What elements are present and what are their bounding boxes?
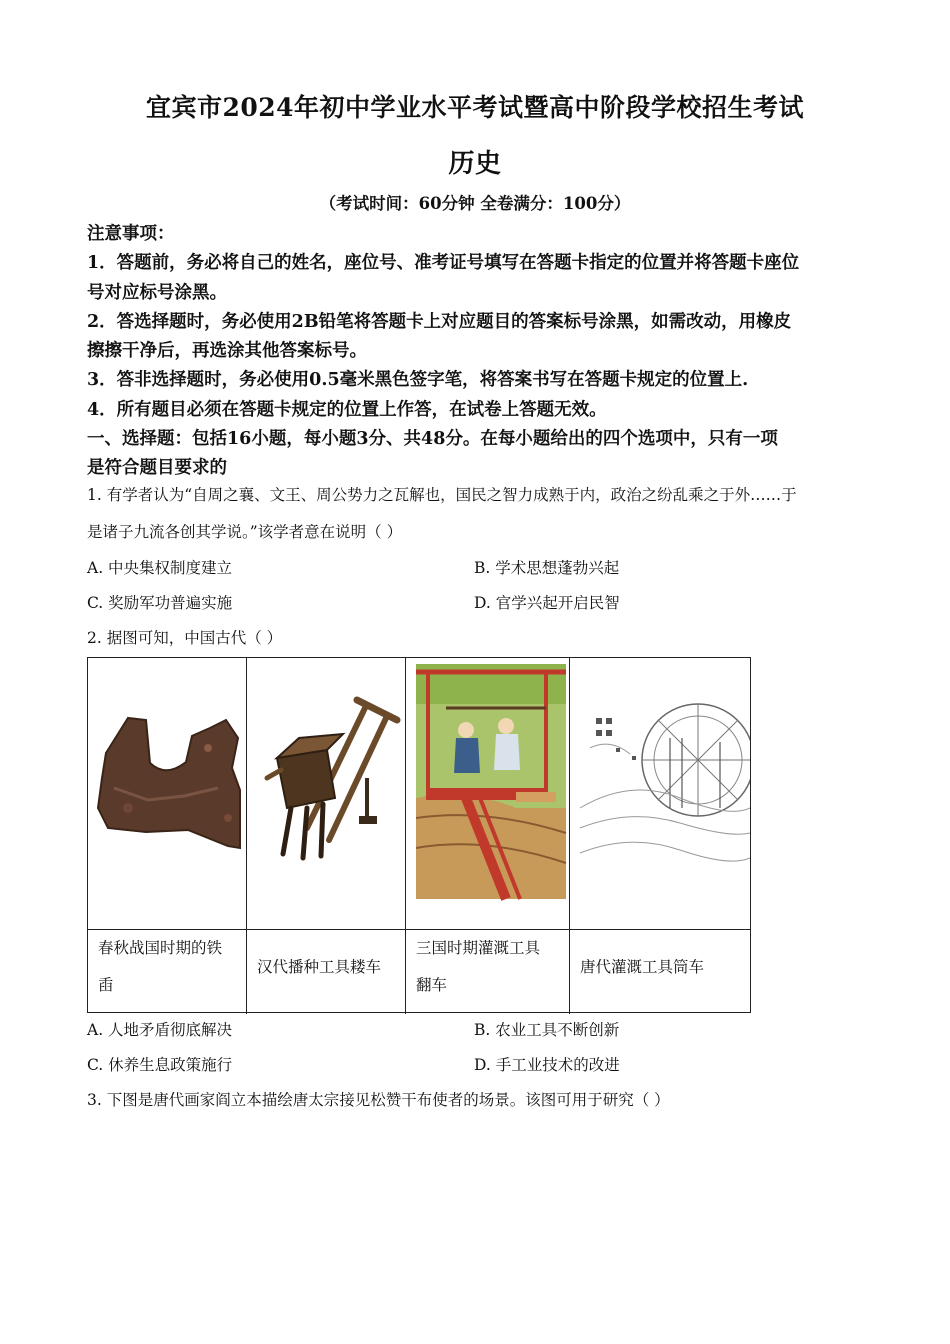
q2-option-b: B. 农业工具不断创新 bbox=[474, 1021, 620, 1039]
q2-option-d: D. 手工业技术的改进 bbox=[474, 1056, 620, 1074]
subject-title: 历史 bbox=[448, 149, 502, 179]
caption-seed-drill bbox=[247, 949, 405, 986]
q3-stem: 3. 下图是唐代画家阎立本描绘唐太宗接见松赞干布使者的场景。该图可用于研究（ ） bbox=[87, 1091, 670, 1109]
note-2-line-2: 擦擦干净后，再选涂其他答案标号。 bbox=[87, 341, 367, 361]
note-1-line-1: 1．答题前，务必将自己的姓名，座位号、准考证号填写在答题卡指定的位置并将答题卡座位 bbox=[87, 253, 800, 273]
caption-line: 翻车 bbox=[416, 976, 448, 994]
chain-pump-image bbox=[406, 658, 569, 929]
exam-info: （考试时间：60分钟 全卷满分：100分） bbox=[319, 194, 631, 213]
caption-line: 汉代播种工具耧车 bbox=[257, 958, 382, 976]
note-2-line-1: 2．答选择题时，务必使用2B铅笔将答题卡上对应题目的答案标号涂黑，如需改动，用橡皮 bbox=[87, 312, 792, 332]
caption-chain-pump bbox=[406, 930, 569, 1004]
caption-line: 臿 bbox=[98, 976, 114, 994]
iron-spade-image bbox=[88, 658, 246, 929]
q2-option-c: C. 休养生息政策施行 bbox=[87, 1056, 233, 1074]
caption-iron-spade bbox=[88, 930, 246, 1004]
tube-wheel-image bbox=[570, 658, 750, 929]
caption-tube-wheel bbox=[570, 949, 750, 986]
section-1-line-2: 是符合题目要求的 bbox=[87, 458, 227, 478]
note-1-line-2: 号对应标号涂黑。 bbox=[87, 283, 227, 303]
notes-heading: 注意事项： bbox=[87, 224, 175, 244]
exam-title: 宜宾市2024年初中学业水平考试暨高中阶段学校招生考试 bbox=[145, 93, 805, 122]
note-3: 3．答非选择题时，务必使用0.5毫米黑色签字笔，将答案书写在答题卡规定的位置上. bbox=[87, 370, 749, 390]
q1-option-c: C. 奖励军功普遍实施 bbox=[87, 594, 233, 612]
seed-drill-image bbox=[247, 658, 405, 929]
section-1-line-1: 一、选择题：包括16小题，每小题3分、共48分。在每小题给出的四个选项中，只有一项 bbox=[87, 429, 778, 449]
q2-stem: 2. 据图可知，中国古代（ ） bbox=[87, 629, 283, 647]
q2-figure-table bbox=[87, 657, 751, 1013]
q1-option-a: A. 中央集权制度建立 bbox=[87, 559, 233, 577]
q1-option-b: B. 学术思想蓬勃兴起 bbox=[474, 559, 620, 577]
q1-stem-line-1: 1. 有学者认为“自周之襄、文王、周公势力之瓦解也，国民之智力成熟于内，政治之纷乱乘之于外……于 bbox=[87, 486, 797, 504]
note-4: 4．所有题目必须在答题卡规定的位置上作答，在试卷上答题无效。 bbox=[87, 400, 607, 420]
caption-line: 三国时期灌溉工具 bbox=[416, 939, 541, 957]
q1-stem-line-2: 是诸子九流各创其学说。”该学者意在说明（ ） bbox=[87, 523, 403, 541]
caption-line: 春秋战国时期的铁 bbox=[98, 939, 223, 957]
caption-line: 唐代灌溉工具筒车 bbox=[580, 958, 705, 976]
q2-option-a: A. 人地矛盾彻底解决 bbox=[87, 1021, 233, 1039]
q1-option-d: D. 官学兴起开启民智 bbox=[474, 594, 620, 612]
